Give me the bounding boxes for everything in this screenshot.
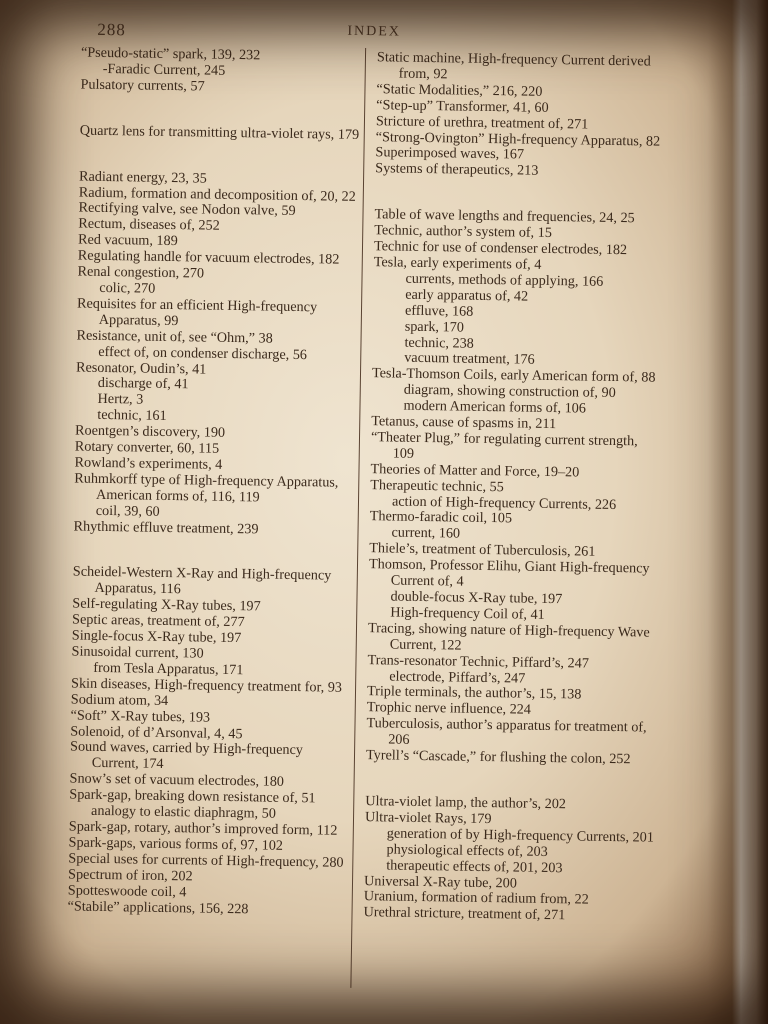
index-subentry: diagram, showing construction of, 90 bbox=[403, 381, 616, 402]
index-subentry: vacuum treatment, 176 bbox=[404, 350, 535, 369]
index-entry: Skin diseases, High-frequency treatment for, 93 bbox=[70, 675, 343, 696]
index-subentry: technic, 161 bbox=[97, 407, 167, 425]
index-subentry: physiological effects of, 203 bbox=[386, 841, 548, 860]
index-entry: Resistance, unit of, see “Ohm,” 38 bbox=[76, 327, 273, 347]
index-subentry: Hertz, 3 bbox=[97, 391, 144, 408]
index-entry: Tyrell’s “Cascade,” for flushing the colon, 252 bbox=[365, 747, 631, 768]
index-entry: Radiant energy, 23, 35 bbox=[78, 168, 207, 187]
index-subentry: technic, 238 bbox=[404, 334, 474, 352]
index-entry: Regulating handle for vacuum electrodes, 182 bbox=[77, 247, 340, 268]
index-entry: Triple terminals, the author’s, 15, 138 bbox=[366, 683, 582, 703]
index-entry: Table of wave lengths and frequencies, 24, 25 bbox=[374, 206, 635, 227]
index-entry: Tesla-Thomson Coils, early American form of, 88 bbox=[371, 365, 656, 386]
index-entry: Spark-gap, rotary, author’s improved form, 112 bbox=[68, 818, 338, 839]
index-subentry: currents, methods of applying, 166 bbox=[405, 270, 604, 290]
index-entry: “Soft” X-Ray tubes, 193 bbox=[70, 707, 211, 726]
index-subentry: High-frequency Coil of, 41 bbox=[390, 604, 545, 623]
index-entry: Requisites for an efficient High-frequency Apparatus, 99 bbox=[76, 295, 318, 329]
index-subentry: current, 160 bbox=[391, 524, 461, 542]
index-subentry: -Faradic Current, 245 bbox=[102, 60, 226, 79]
index-entry: Thiele’s, treatment of Tuberculosis, 261 bbox=[369, 540, 596, 560]
index-subentry: analogy to elastic diaphragm, 50 bbox=[90, 802, 276, 822]
index-entry: Spark-gap, breaking down resistance of, 51 bbox=[69, 786, 316, 807]
index-entry: Sinusoidal current, 130 bbox=[71, 643, 204, 662]
index-entry: Rectifying valve, see Nodon valve, 59 bbox=[78, 199, 296, 220]
index-entry: Rotary converter, 60, 115 bbox=[74, 438, 220, 457]
index-entry: “Pseudo-static” spark, 139, 232 bbox=[80, 44, 261, 64]
index-entry: Tesla, early experiments of, 4 bbox=[373, 254, 542, 273]
index-entry: Pulsatory currents, 57 bbox=[80, 76, 205, 95]
index-entry: Scheidel-Western X-Ray and High-frequency Apparatus, 116 bbox=[72, 563, 332, 598]
index-entry: Spectrum of iron, 202 bbox=[67, 866, 193, 885]
index-entry: Spark-gaps, various forms of, 97, 102 bbox=[68, 834, 284, 854]
index-entry: Tuberculosis, author’s apparatus for treatment of, 206 bbox=[366, 715, 647, 748]
index-subentry: generation of by High-frequency Currents, 201 bbox=[386, 825, 655, 846]
index-entry: Systems of therapeutics, 213 bbox=[375, 160, 539, 180]
index-subentry: colic, 270 bbox=[99, 279, 156, 297]
index-entry: Renal congestion, 270 bbox=[77, 263, 205, 282]
index-entry: Solenoid, of d’Arsonval, 4, 45 bbox=[70, 723, 243, 742]
index-subentry: effect of, on condenser discharge, 56 bbox=[98, 343, 308, 363]
index-subentry: effluve, 168 bbox=[404, 302, 474, 320]
index-entry: Roentgen’s discovery, 190 bbox=[74, 422, 226, 441]
index-entry: Single-focus X-Ray tube, 197 bbox=[71, 627, 242, 647]
index-subentry: therapeutic effects of, 201, 203 bbox=[386, 857, 563, 876]
index-entry: Red vacuum, 189 bbox=[77, 231, 178, 250]
index-entry: Technic, author’s system of, 15 bbox=[374, 222, 553, 242]
index-subentry: early apparatus of, 42 bbox=[405, 286, 529, 305]
index-subentry: from Tesla Apparatus, 171 bbox=[93, 659, 244, 679]
index-entry: Snow’s set of vacuum electrodes, 180 bbox=[69, 770, 285, 791]
index-subentry: coil, 39, 60 bbox=[95, 502, 160, 520]
index-column-left bbox=[67, 46, 361, 920]
index-entry: Ultra-violet lamp, the author’s, 202 bbox=[365, 793, 567, 813]
index-subentry: discharge of, 41 bbox=[97, 375, 189, 393]
index-entry: Stricture of urethra, treatment of, 271 bbox=[375, 112, 589, 133]
index-entry: Sound waves, carried by High-frequency Current, 174 bbox=[69, 738, 304, 773]
index-entry: Rowland’s experiments, 4 bbox=[74, 454, 223, 473]
index-entry: Spotteswoode coil, 4 bbox=[67, 882, 187, 900]
index-entry: Thomson, Professor Elihu, Giant High-frequency Current of, 4 bbox=[368, 556, 650, 590]
index-entry: “Step-up” Transformer, 41, 60 bbox=[376, 96, 549, 116]
index-entry: “Theater Plug,” for regulating current strength, 109 bbox=[370, 429, 638, 462]
index-entry: Radium, formation and decomposition of, 20, 22 bbox=[78, 184, 356, 205]
index-entry: Resonator, Oudin’s, 41 bbox=[75, 359, 207, 378]
page-number: 288 bbox=[97, 19, 127, 40]
index-entry: “Strong-Ovington” High-frequency Apparatus, 82 bbox=[375, 128, 661, 150]
index-entry: Self-regulating X-Ray tubes, 197 bbox=[72, 595, 261, 615]
page-edge bbox=[708, 0, 768, 1024]
index-entry: Ruhmkorff type of High-frequency Apparatus, American forms of, 116, 119 bbox=[74, 470, 339, 506]
index-entry: Sodium atom, 34 bbox=[70, 691, 169, 709]
index-entry: Trans-resonator Technic, Piffard’s, 247 bbox=[367, 651, 589, 672]
index-entry: Urethral stricture, treatment of, 271 bbox=[363, 904, 566, 924]
index-entry: Technic for use of condenser electrodes, 182 bbox=[373, 238, 628, 259]
index-entry: Thermo-faradic coil, 105 bbox=[369, 508, 513, 527]
index-subentry: modern American forms of, 106 bbox=[403, 397, 587, 417]
index-entry: Quartz lens for transmitting ultra-violet rays, 179 bbox=[79, 122, 360, 143]
index-entry: Universal X-Ray tube, 200 bbox=[363, 872, 518, 892]
index-column-right bbox=[363, 50, 667, 926]
index-entry: “Static Modalities,” 216, 220 bbox=[376, 81, 543, 100]
index-entry: Special uses for currents of High-frequency, 280 bbox=[68, 850, 344, 871]
index-entry: Ultra-violet Rays, 179 bbox=[364, 808, 492, 827]
index-subentry: spark, 170 bbox=[404, 318, 464, 336]
index-entry: Static machine, High-frequency Current derived from, 92 bbox=[376, 49, 651, 83]
index-entry: Uranium, formation of radium from, 22 bbox=[363, 888, 589, 909]
running-header: INDEX bbox=[347, 23, 402, 40]
index-entry: Tracing, showing nature of High-frequency Wave Current, 122 bbox=[367, 619, 650, 654]
index-entry: Rectum, diseases of, 252 bbox=[78, 215, 220, 235]
index-page bbox=[52, 17, 667, 1001]
index-entry: Rhythmic effluve treatment, 239 bbox=[73, 518, 259, 537]
index-entry: Therapeutic technic, 55 bbox=[370, 476, 504, 495]
index-subentry: electrode, Piffard’s, 247 bbox=[389, 668, 526, 687]
index-entry: Trophic nerve influence, 224 bbox=[366, 699, 532, 719]
index-subentry: double-focus X-Ray tube, 197 bbox=[390, 588, 563, 608]
index-entry: “Stabile” applications, 156, 228 bbox=[67, 897, 249, 917]
index-entry: Superimposed waves, 167 bbox=[375, 144, 525, 163]
index-entry: Tetanus, cause of spasms in, 211 bbox=[371, 413, 557, 433]
index-entry: Septic areas, treatment of, 277 bbox=[71, 611, 245, 631]
index-subentry: action of High-frequency Currents, 226 bbox=[391, 493, 617, 513]
index-entry: Theories of Matter and Force, 19–20 bbox=[370, 460, 580, 481]
